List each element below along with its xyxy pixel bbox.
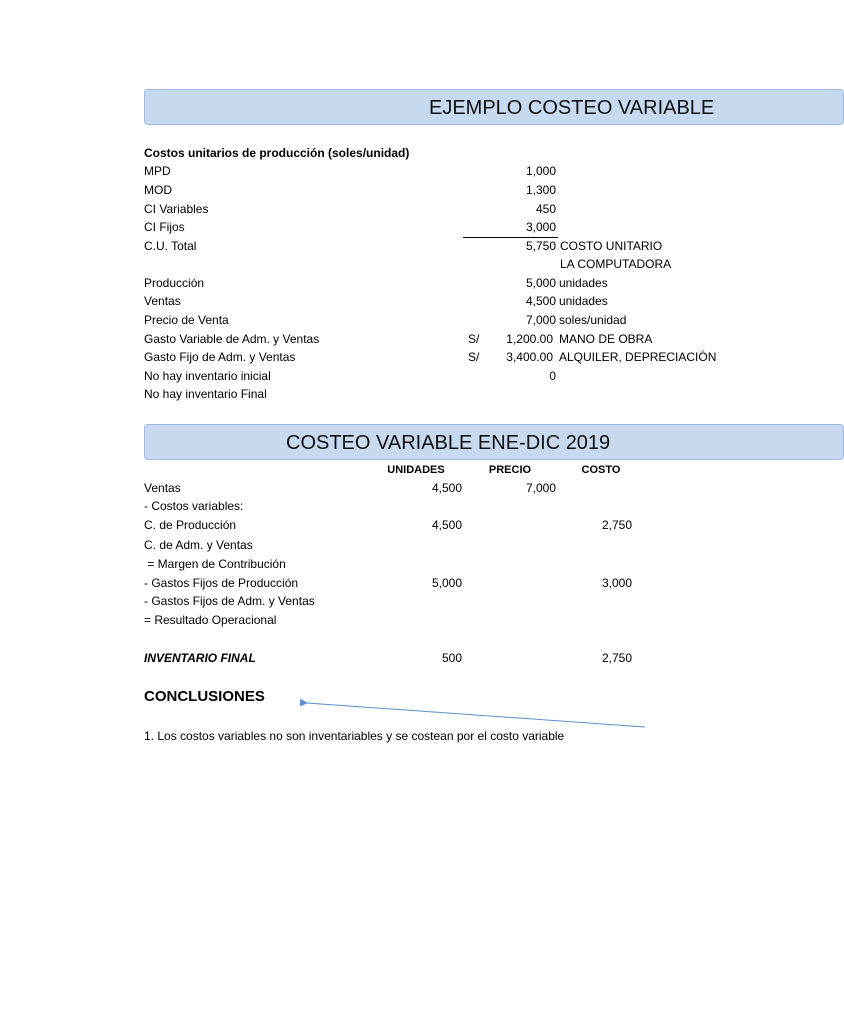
param-value: 1,200.00: [506, 332, 553, 346]
statement-cost: 2,750: [601, 518, 632, 532]
param-note: ALQUILER, DEPRECIACIÓN: [559, 350, 717, 364]
param-note: unidades: [559, 276, 608, 290]
conclusions-title: CONCLUSIONES: [144, 688, 265, 705]
statement-units: 4,500: [431, 518, 462, 532]
param-label: No hay inventario Final: [144, 387, 267, 401]
statement-row-label: - Gastos Fijos de Producción: [144, 576, 299, 590]
unit-cost-value: 1,300: [525, 183, 556, 197]
col-header-cost: COSTO: [581, 464, 621, 476]
statement-row-label: C. de Adm. y Ventas: [144, 538, 253, 552]
unit-cost-label: CI Variables: [144, 202, 209, 216]
inventory-final-cost: 2,750: [601, 651, 632, 665]
statement-units: 5,000: [431, 576, 462, 590]
unit-cost-label: CI Fijos: [144, 220, 185, 234]
inventory-final-units: 500: [441, 651, 462, 665]
statement-price: 7,000: [525, 481, 556, 495]
banner-2-title: COSTEO VARIABLE ENE-DIC 2019: [286, 432, 611, 454]
banner-1-title: EJEMPLO COSTEO VARIABLE: [429, 97, 715, 119]
statement-row-label: C. de Producción: [144, 518, 237, 532]
unit-cost-value: 450: [535, 202, 556, 216]
param-note: soles/unidad: [559, 313, 627, 327]
statement-row-label: - Costos variables:: [144, 499, 244, 513]
param-note: MANO DE OBRA: [559, 332, 653, 346]
conclusion-item: 1. Los costos variables no son inventariables y se costean por el costo variable: [144, 729, 565, 743]
statement-row-label: = Margen de Contribución: [144, 557, 286, 571]
param-value-text: 0: [549, 369, 556, 383]
param-label: Gasto Fijo de Adm. y Ventas: [144, 350, 296, 364]
unit-cost-label: MOD: [144, 183, 172, 197]
param-label: Ventas: [144, 294, 181, 308]
param-label: No hay inventario inicial: [144, 369, 271, 383]
unit-cost-value: 3,000: [525, 220, 556, 234]
param-label: Producción: [144, 276, 205, 290]
param-value: 5,000: [525, 276, 556, 290]
unit-costs-heading: Costos unitarios de producción (soles/unidad): [144, 146, 410, 160]
unit-cost-value: 1,000: [525, 164, 556, 178]
statement-units: 4,500: [431, 481, 462, 495]
statement-cost: 3,000: [601, 576, 632, 590]
unit-cost-label: MPD: [144, 164, 171, 178]
statement-row-label: Ventas: [144, 481, 181, 495]
unit-cost-total-value: 5,750: [525, 239, 556, 253]
statement-row-label: - Gastos Fijos de Adm. y Ventas: [144, 594, 315, 608]
param-label: Gasto Variable de Adm. y Ventas: [144, 332, 320, 346]
param-note: unidades: [559, 294, 608, 308]
param-label: Precio de Venta: [144, 313, 229, 327]
param-value: 4,500: [525, 294, 556, 308]
statement-row-label: = Resultado Operacional: [144, 613, 277, 627]
param-currency: S/: [468, 332, 480, 346]
param-currency: S/: [468, 350, 480, 364]
unit-cost-total-label: C.U. Total: [144, 239, 197, 253]
param-value: 3,400.00: [506, 350, 553, 364]
param-value: 7,000: [525, 313, 556, 327]
inventory-final-label: INVENTARIO FINAL: [144, 651, 256, 665]
unit-cost-total-note: COSTO UNITARIO: [560, 239, 663, 253]
col-header-units: UNIDADES: [387, 464, 445, 476]
col-header-price: PRECIO: [488, 464, 532, 476]
unit-cost-note-continuation: LA COMPUTADORA: [560, 257, 672, 271]
